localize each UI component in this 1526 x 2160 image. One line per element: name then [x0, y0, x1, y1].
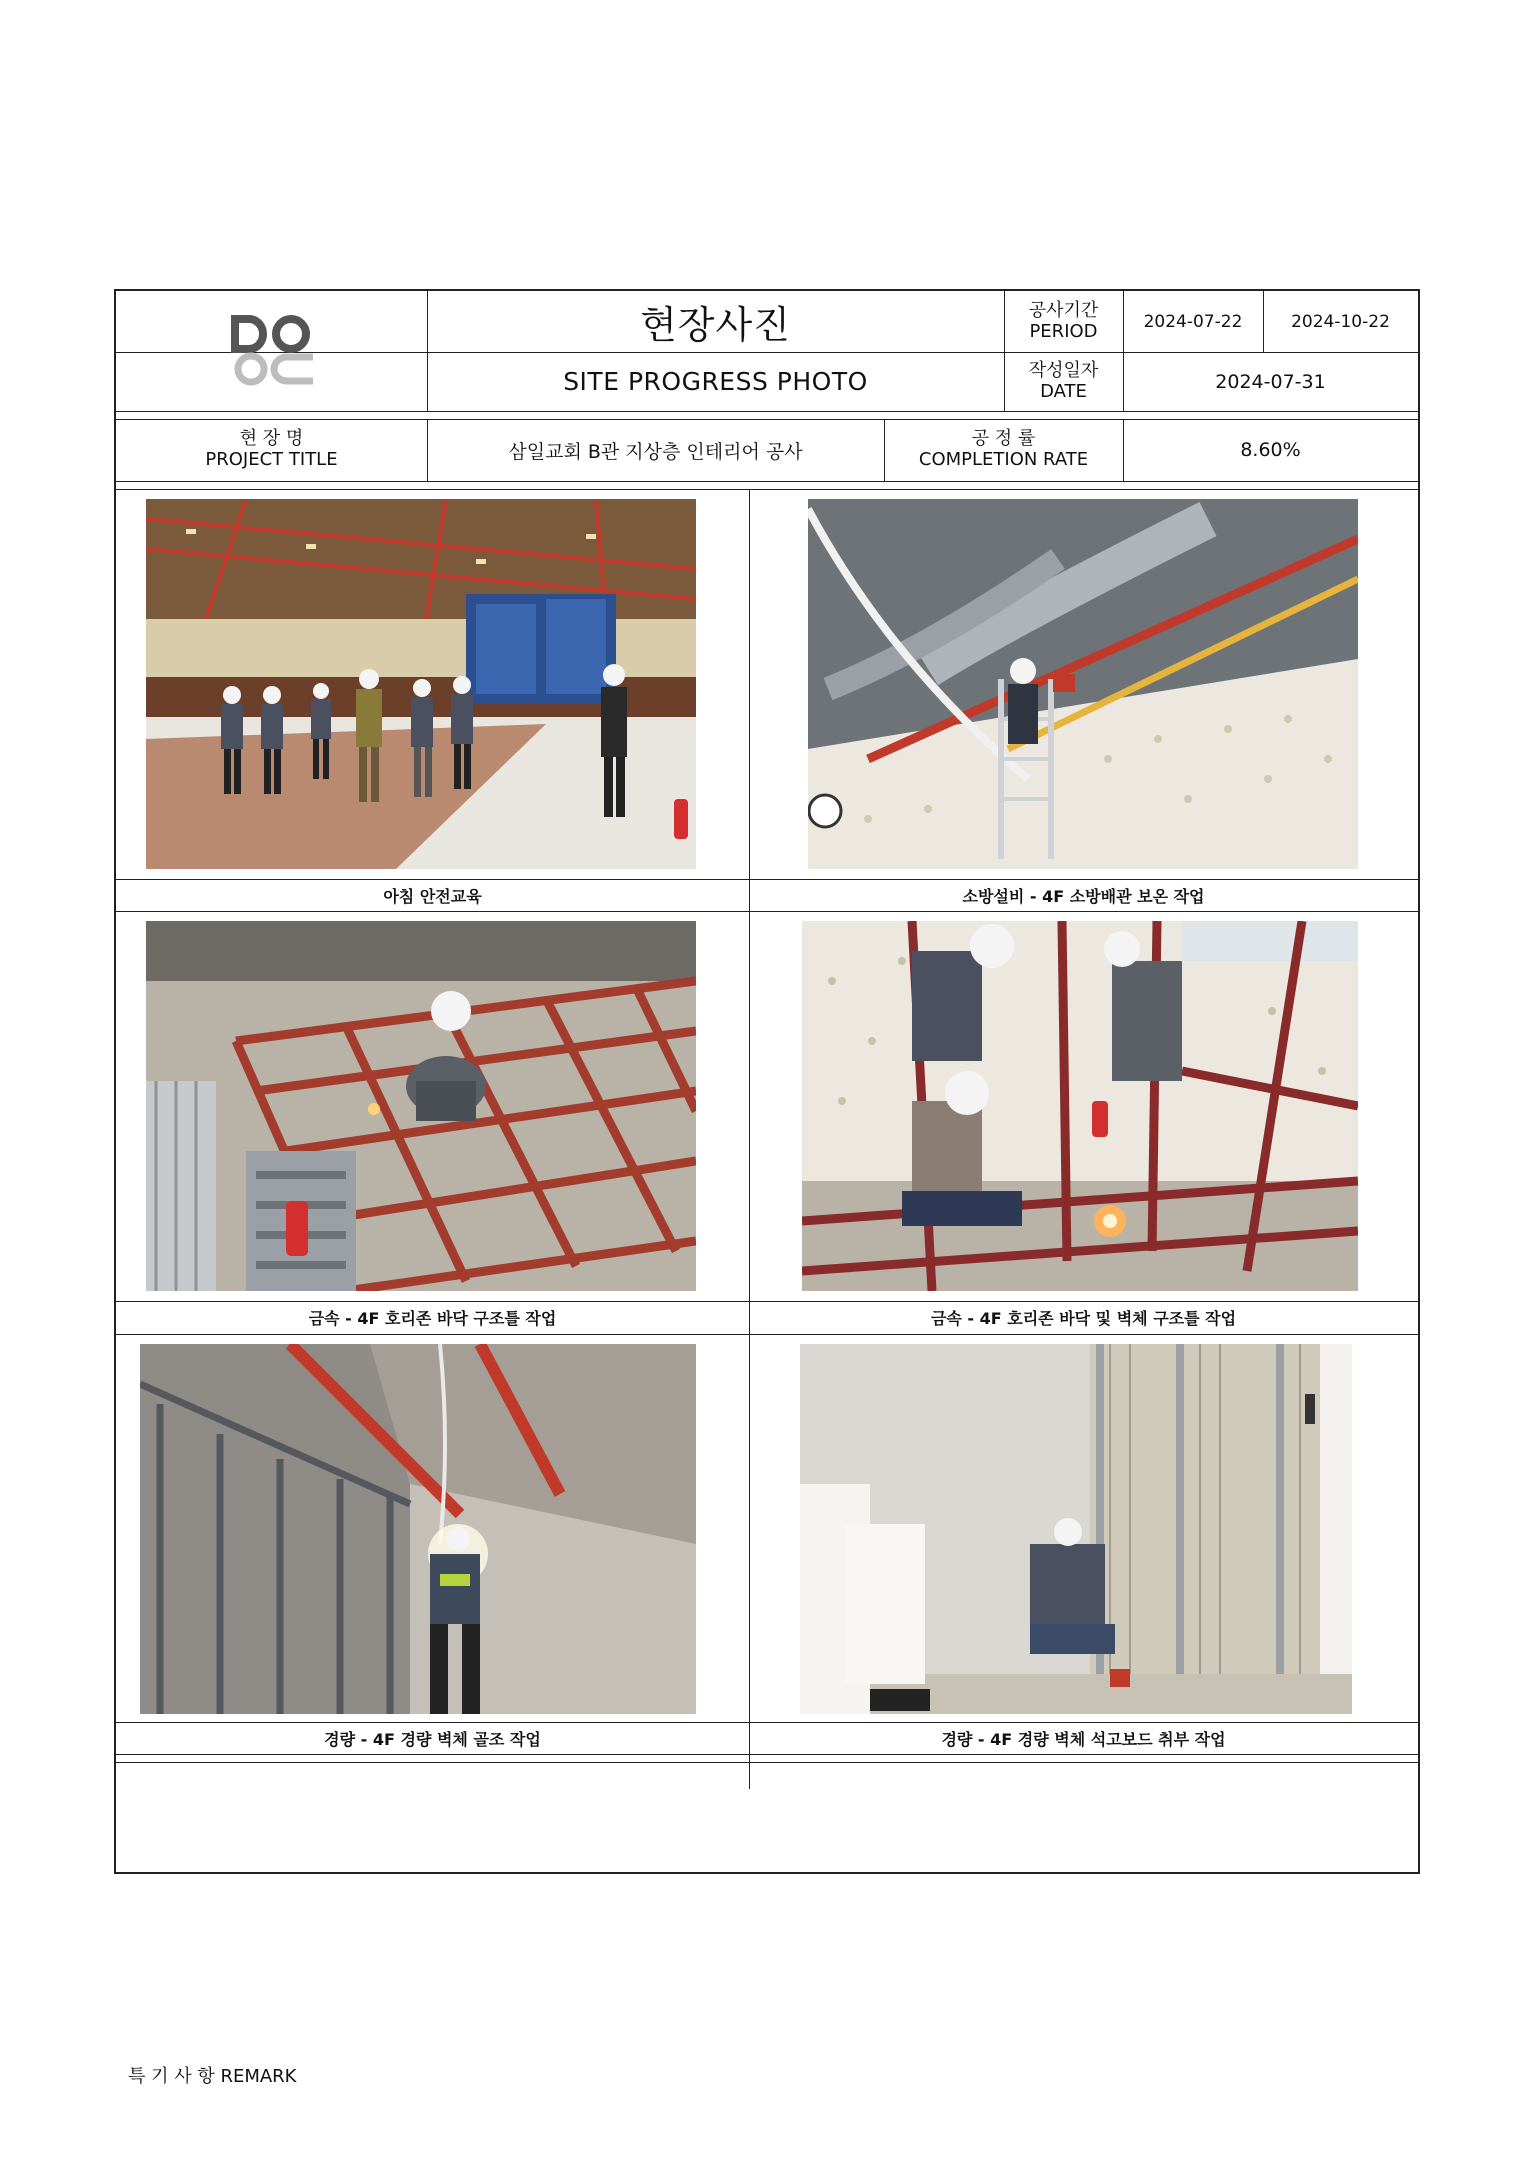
- page-title: 현장사진: [640, 303, 791, 347]
- period-label-en: PERIOD: [1029, 320, 1098, 342]
- divider: [116, 1762, 1418, 1763]
- divider: [116, 481, 1418, 482]
- site-photo-sheet: [114, 289, 1420, 2087]
- divider: [116, 411, 1418, 412]
- floor-wall-frame-welding-photo: [802, 921, 1358, 1291]
- period-label: [1004, 291, 1123, 352]
- safety-briefing-photo: [146, 499, 696, 869]
- divider: [749, 489, 750, 1789]
- project-title-label-en: PROJECT TITLE: [205, 449, 338, 470]
- floor-frame-welding-photo: [146, 921, 696, 1291]
- divider: [116, 911, 1418, 912]
- photo-caption: 아침 안전교육: [383, 886, 482, 906]
- photo-caption: 소방설비 - 4F 소방배관 보온 작업: [962, 886, 1205, 906]
- completion-rate-value: 8.60%: [1240, 439, 1301, 461]
- date-label-ko: 작성일자: [1028, 359, 1099, 381]
- completion-rate-label-ko: 공 정 률: [971, 428, 1036, 450]
- remark-text: [128, 2091, 1398, 2151]
- period-start: 2024-07-22: [1143, 311, 1243, 332]
- light-wall-stud-photo: [140, 1344, 696, 1714]
- remark-label: 특 기 사 항 REMARK: [128, 2066, 297, 2087]
- project-title-label: [116, 419, 427, 481]
- photo-caption: 경량 - 4F 경량 벽체 석고보드 취부 작업: [941, 1729, 1226, 1749]
- photo-caption: 경량 - 4F 경량 벽체 골조 작업: [324, 1729, 541, 1749]
- project-title-label-ko: 현 장 명: [239, 428, 304, 450]
- date-value: 2024-07-31: [1215, 370, 1326, 393]
- completion-rate-label-en: COMPLETION RATE: [918, 449, 1089, 470]
- period-end: 2024-10-22: [1291, 311, 1390, 332]
- completion-rate-label: [884, 419, 1123, 481]
- date-label-en: DATE: [1040, 380, 1087, 402]
- gypsum-board-install-photo: [800, 1344, 1352, 1714]
- doc-logo-icon: [229, 315, 315, 387]
- photo-caption: 금속 - 4F 호리존 바닥 구조틀 작업: [308, 1309, 557, 1328]
- date-label: [1004, 352, 1123, 411]
- fire-pipe-insulation-photo: [808, 499, 1358, 869]
- photo-caption: 금속 - 4F 호리존 바닥 및 벽체 구조틀 작업: [930, 1309, 1237, 1328]
- company-logo: [116, 291, 427, 411]
- page-subtitle: SITE PROGRESS PHOTO: [563, 367, 868, 396]
- divider: [116, 1754, 1418, 1755]
- divider: [116, 1334, 1418, 1335]
- divider: [116, 489, 1418, 490]
- project-title-value: 삼일교회 B관 지상층 인테리어 공사: [508, 440, 803, 463]
- period-label-ko: 공사기간: [1028, 299, 1099, 321]
